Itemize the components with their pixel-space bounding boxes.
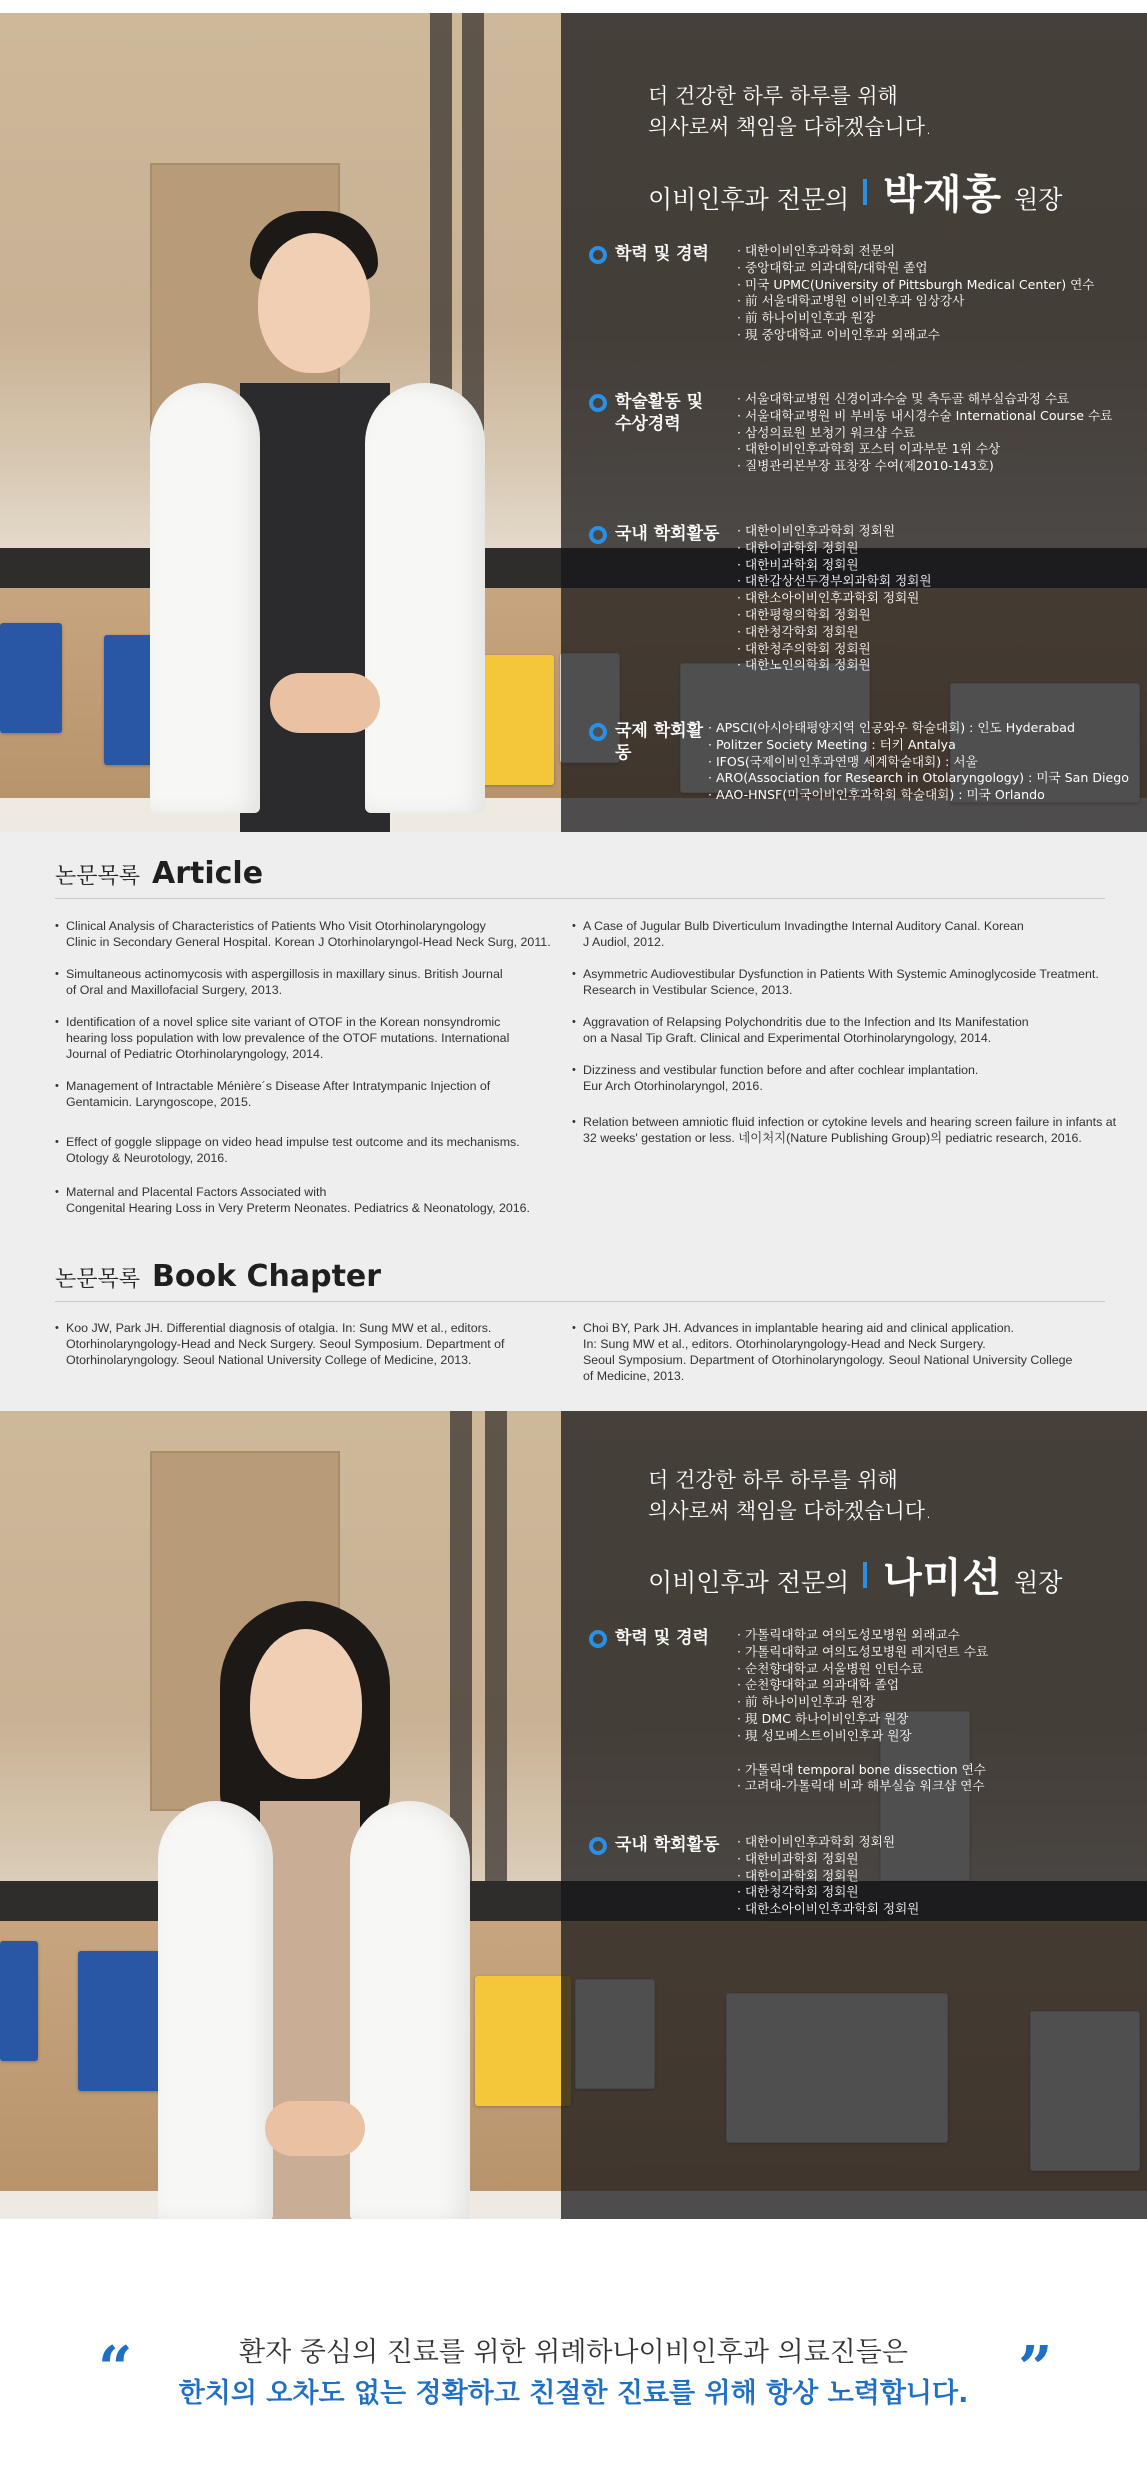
list-item: · 대한소아이비인후과학회 정회원 <box>737 590 932 607</box>
list-item: • Clinical Analysis of Characteristics of Patients Who Visit Otorhinolaryngology Clinic in Secondary General Hospital. Korean J Otorhinolaryngol-Head Neck Surg, 2011. <box>55 918 585 950</box>
list-item: · 대한평형의학회 정회원 <box>737 607 932 624</box>
doctor-quote <box>648 81 932 143</box>
list-item: · 서울대학교병원 신경이과수술 및 측두골 해부실습과정 수료 <box>737 391 1112 408</box>
doctor-title <box>648 1546 1062 1603</box>
doctor-profile-panel <box>0 1411 1147 2219</box>
list-item: · 대한이비인후과학회 정회원 <box>737 523 932 540</box>
quote-line: 더 건강한 하루 하루를 위해 <box>648 1468 898 1492</box>
list-item: • Effect of goggle slippage on video head impulse test outcome and its mechanisms. Otology & Neurotology, 2016. <box>55 1134 585 1166</box>
doctor-name: 나미선 <box>883 1555 1003 1601</box>
closing-quote-section <box>0 2219 1147 2469</box>
list-item: • Maternal and Placental Factors Associated with Congenital Hearing Loss in Very Preterm Neonates. Pediatrics & Neonatology, 2016. <box>55 1184 585 1216</box>
list-item: · 대한소아이비인후과학회 정회원 <box>737 1901 919 1918</box>
article-heading: 논문목록 Article <box>55 856 264 891</box>
domestic-society-section <box>589 1834 1129 1918</box>
list-item: · ARO(Association for Research in Otolaryngology) : 미국 San Diego <box>708 770 1129 787</box>
list-item: • A Case of Jugular Bulb Diverticulum Invadingthe Internal Auditory Canal. Korean J Audiol, 2012. <box>572 918 1132 950</box>
list-item: • Identification of a novel splice site variant of OTOF in the Korean nonsyndromic hearing loss population with low prevalence of the OTOF mutations. International Journal of Pediatric Otorhinolaryngology, 2014. <box>55 1014 585 1062</box>
article-list-right <box>572 918 1132 1162</box>
list-item: • Koo JW, Park JH. Differential diagnosis of otalgia. In: Sung MW et al., editors. Otorhinolaryngology-Head and Neck Surgery. Seoul Symposium. Department of Otorhinolaryngology. Seoul National University College of Medicine, 2013. <box>55 1320 585 1368</box>
list-item: • Simultaneous actinomycosis with aspergillosis in maxillary sinus. British Journal of Oral and Maxillofacial Surgery, 2013. <box>55 966 585 998</box>
list-item: • Choi BY, Park JH. Advances in implantable hearing aid and clinical application. In: Sung MW et al., editors. Otorhinolaryngology-Head and Neck Surgery. Seoul Symposium. Department of Otorhinolaryngology. Seoul National University College of Medicine, 2013. <box>572 1320 1132 1384</box>
list-item: · 삼성의료원 보청기 워크샵 수료 <box>737 425 1112 442</box>
quote-line: 의사로써 책임을 다하겠습니다. <box>648 115 932 139</box>
list-item: · 대한이과학회 정회원 <box>737 1868 919 1885</box>
list-item: · 前 서울대학교병원 이비인후과 임상강사 <box>737 293 1094 310</box>
list-item: · 대한청각학회 정회원 <box>737 1884 919 1901</box>
list-item: · 대한이과학회 정회원 <box>737 540 932 557</box>
list-item: · 대한갑상선두경부외과학회 정회원 <box>737 573 932 590</box>
bullet-ring-icon <box>589 1630 607 1648</box>
doctor-rank: 원장 <box>1014 1568 1063 1597</box>
section-title: 국내 학회활동 <box>615 524 720 544</box>
doctor-department: 이비인후과 전문의 <box>648 185 850 214</box>
bullet-ring-icon <box>589 1837 607 1855</box>
divider <box>55 898 1105 899</box>
section-title: 학력 및 경력 <box>615 1628 709 1648</box>
list-item: · 前 하나이비인후과 원장 <box>737 310 1094 327</box>
profile-overlay <box>561 1411 1147 2219</box>
list-item: · 대한이비인후과학회 포스터 이과부문 1위 수상 <box>737 441 1112 458</box>
section-title: 국내 학회활동 <box>615 1835 720 1855</box>
bullet-ring-icon <box>589 394 607 412</box>
list-item: · APSCI(아시아태평양지역 인공와우 학술대회) : 인도 Hyderabad <box>708 720 1129 737</box>
divider <box>55 1301 1105 1302</box>
list-item: · 現 DMC 하나이비인후과 원장 <box>737 1711 988 1728</box>
doctor-name: 박재홍 <box>883 172 1003 218</box>
bullet-ring-icon <box>589 246 607 264</box>
list-item: · 대한노인의학회 정회원 <box>737 657 932 674</box>
list-item: · 대한비과학회 정회원 <box>737 557 932 574</box>
list-item: · 대한비과학회 정회원 <box>737 1851 919 1868</box>
list-item: • Asymmetric Audiovestibular Dysfunction in Patients With Systemic Aminoglycoside Treatment. Research in Vestibular Science, 2013. <box>572 966 1132 998</box>
closing-line: 환자 중심의 진료를 위한 위례하나이비인후과 의료진들은 <box>239 2337 908 2368</box>
list-item: · 가톨릭대 temporal bone dissection 연수 <box>737 1762 988 1779</box>
list-item: · 서울대학교병원 비 부비동 내시경수술 International Course 수료 <box>737 408 1112 425</box>
list-item: · 순천향대학교 서울병원 인턴수료 <box>737 1661 988 1678</box>
book-list-right <box>572 1320 1132 1400</box>
list-item: · 중앙대학교 의과대학/대학원 졸업 <box>737 260 1094 277</box>
list-item: · 現 중앙대학교 이비인후과 외래교수 <box>737 327 1094 344</box>
academic-section <box>589 391 1129 475</box>
title-divider <box>863 179 867 205</box>
book-list-left <box>55 1320 585 1384</box>
quote-line: 의사로써 책임을 다하겠습니다. <box>648 1499 932 1523</box>
list-item: · 대한이비인후과학회 전문의 <box>737 243 1094 260</box>
list-item: · 가톨릭대학교 여의도성모병원 외래교수 <box>737 1627 988 1644</box>
list-item: · 고려대-가톨릭대 비과 해부실습 워크샵 연수 <box>737 1778 988 1795</box>
doctor-title <box>648 163 1062 220</box>
doctor-photo <box>150 1601 490 2219</box>
doctor-quote <box>648 1465 932 1527</box>
close-quote-icon: ” <box>1018 2334 1053 2404</box>
list-item: · Politzer Society Meeting : 터키 Antalya <box>708 737 1129 754</box>
career-section <box>589 243 1129 344</box>
domestic-society-section <box>589 523 1129 674</box>
career-section <box>589 1627 1129 1795</box>
bullet-ring-icon <box>589 723 607 741</box>
list-item: · 대한청주의학회 정회원 <box>737 641 932 658</box>
list-item: • Management of Intractable Ménière´s Disease After Intratympanic Injection of Gentamicin. Laryngoscope, 2015. <box>55 1078 585 1110</box>
open-quote-icon: “ <box>98 2334 133 2404</box>
doctor-photo <box>140 193 500 832</box>
section-title: 국제 학회활동 <box>615 721 704 763</box>
quote-line: 더 건강한 하루 하루를 위해 <box>648 84 898 108</box>
list-item: · 질병관리본부장 표창장 수여(제2010-143호) <box>737 458 1112 475</box>
title-divider <box>863 1562 867 1588</box>
list-item: · 미국 UPMC(University of Pittsburgh Medical Center) 연수 <box>737 277 1094 294</box>
doctor-rank: 원장 <box>1014 185 1063 214</box>
article-list-left <box>55 918 585 1232</box>
book-chapter-heading: 논문목록 Book Chapter <box>55 1259 382 1294</box>
list-item: · 가톨릭대학교 여의도성모병원 레지던트 수료 <box>737 1644 988 1661</box>
section-title: 학력 및 경력 <box>615 244 709 264</box>
international-society-section <box>589 720 1129 804</box>
list-item: · 現 성모베스트이비인후과 원장 <box>737 1728 988 1745</box>
publication-list <box>0 832 1147 1411</box>
bullet-ring-icon <box>589 526 607 544</box>
wall-poster <box>0 1941 38 2061</box>
section-title: 학술활동 및 수상경력 <box>615 392 704 434</box>
list-item: • Relation between amniotic fluid infection or cytokine levels and hearing screen failure in infants at 32 weeks' gestation or less. 네이처지(Nature Publishing Group)의 pediatric research, 2016. <box>572 1114 1132 1146</box>
list-item: · 순천향대학교 의과대학 졸업 <box>737 1677 988 1694</box>
list-item: · IFOS(국제이비인후과연맹 세계학술대회) : 서울 <box>708 754 1129 771</box>
list-item: • Dizziness and vestibular function before and after cochlear implantation. Eur Arch Otorhinolaryngol, 2016. <box>572 1062 1132 1094</box>
doctor-profile-panel <box>0 13 1147 832</box>
list-item: · AAO-HNSF(미국이비인후과학회 학술대회) : 미국 Orlando <box>708 787 1129 804</box>
wall-poster <box>0 623 62 733</box>
list-item: • Aggravation of Relapsing Polychondritis due to the Infection and Its Manifestation on a Nasal Tip Graft. Clinical and Experimental Otorhinolaryngology, 2014. <box>572 1014 1132 1046</box>
list-item: · 대한이비인후과학회 정회원 <box>737 1834 919 1851</box>
closing-highlight-line: 한치의 오차도 없는 정확하고 친절한 진료를 위해 항상 노력합니다. <box>178 2378 969 2409</box>
list-item: · 대한청각학회 정회원 <box>737 624 932 641</box>
doctor-department: 이비인후과 전문의 <box>648 1568 850 1597</box>
list-item: · 前 하나이비인후과 원장 <box>737 1694 988 1711</box>
